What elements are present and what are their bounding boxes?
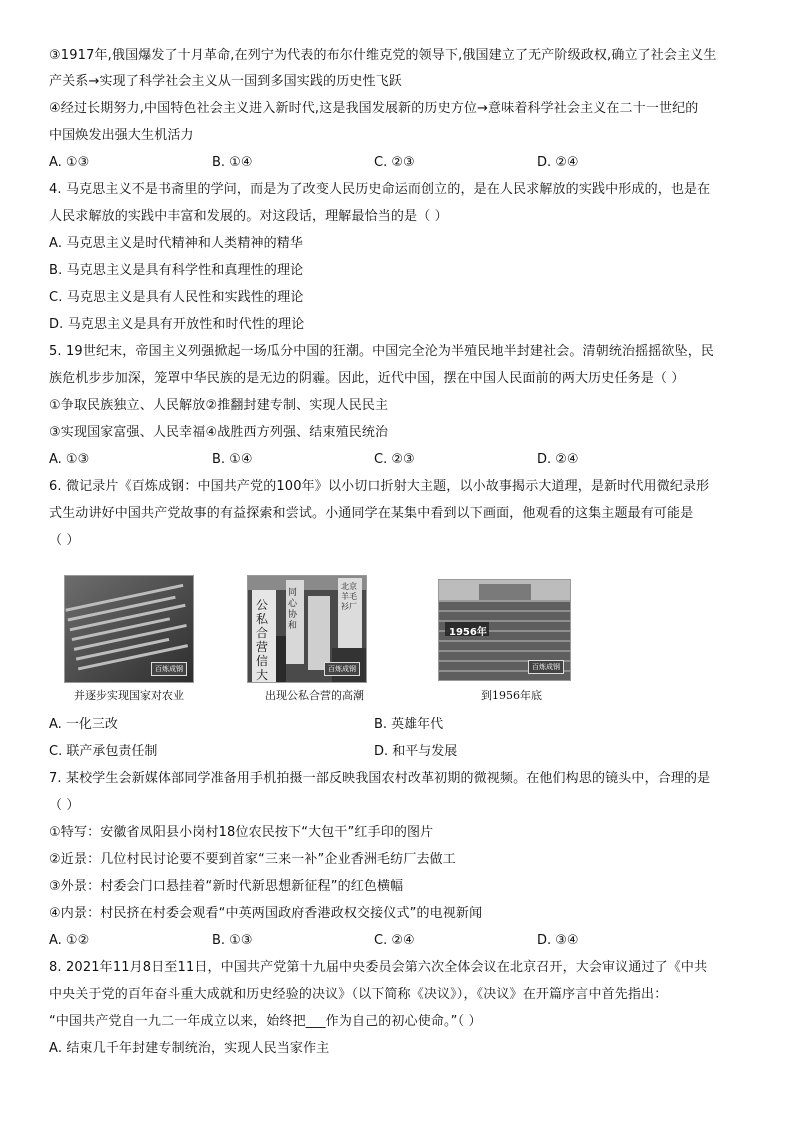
q3-statement-3-line1: ③1917年,俄国爆发了十月革命,在列宁为代表的布尔什维克党的领导下,俄国建立了无产阶级政权,确立了社会主义生 <box>49 48 717 63</box>
series-logo: 百炼成钢 <box>324 662 360 676</box>
q3-option-a[interactable]: A. ①③ <box>49 155 90 170</box>
q6-option-c[interactable]: C. 联产承包责任制 <box>49 744 158 759</box>
q3-option-c[interactable]: C. ②③ <box>374 155 415 170</box>
q4-option-a[interactable]: A. 马克思主义是时代精神和人类精神的精华 <box>49 236 304 251</box>
q5-option-c[interactable]: C. ②③ <box>374 452 415 467</box>
q8-stem-line1: 8. 2021年11月8日至11日，中国共产党第十九届中央委员会第六次全体会议在北京召开，大会审议通过了《中共 <box>49 960 708 975</box>
documentary-still-agriculture <box>64 575 194 683</box>
q7-statement-3: ③外景：村委会门口悬挂着“新时代新思想新征程”的红色横幅 <box>49 879 404 894</box>
image-caption-1: 并逐步实现国家对农业 <box>74 689 184 702</box>
series-logo: 百炼成钢 <box>528 660 564 674</box>
q6-stem-line1: 6. 微记录片《百炼成钢：中国共产党的100年》以小切口折射大主题，以小故事揭示大道理，是新时代用微纪录形 <box>49 479 710 494</box>
documentary-still-joint-venture <box>247 575 367 683</box>
q7-stem-line2: （ ） <box>49 798 80 813</box>
placard-text-left: 公私合营信大 <box>256 598 269 682</box>
q7-option-c[interactable]: C. ②④ <box>374 933 415 948</box>
q7-option-b[interactable]: B. ①③ <box>212 933 253 948</box>
q3-statement-3-line2: 产关系→实现了科学社会主义从一国到多国实践的历史性飞跃 <box>49 74 402 89</box>
q4-stem-line2: 人民求解放的实践中丰富和发展的。对这段话，理解最恰当的是（ ） <box>49 209 448 224</box>
q5-statements-1: ①争取民族独立、人民解放②推翻封建专制、实现人民民主 <box>49 398 389 413</box>
q8-stem-line2: 中央关于党的百年奋斗重大成就和历史经验的决议》（以下简称《决议》），《决议》在开篇序言中首先指出： <box>49 987 668 1002</box>
q6-stem-line3: （ ） <box>49 533 80 548</box>
q7-statement-2: ②近景：几位村民讨论要不要到首家“三来一补”企业香洲毛纺厂去做工 <box>49 852 456 867</box>
q4-option-b[interactable]: B. 马克思主义是具有科学性和真理性的理论 <box>49 263 304 278</box>
q6-option-a[interactable]: A. 一化三改 <box>49 717 118 732</box>
q7-option-d[interactable]: D. ③④ <box>537 933 579 948</box>
q6-stem-line2: 式生动讲好中国共产党故事的有益探索和尝试。小通同学在某集中看到以下画面，他观看的这集主题最有可能是 <box>49 506 694 521</box>
q8-stem-line3: “中国共产党自一九二一年成立以来，始终把___作为自己的初心使命。”（ ） <box>49 1014 482 1029</box>
q6-option-b[interactable]: B. 英雄年代 <box>374 717 444 732</box>
q5-option-b[interactable]: B. ①④ <box>212 452 253 467</box>
image-caption-3: 到1956年底 <box>481 689 542 702</box>
q8-option-a[interactable]: A. 结束几千年封建专制统治，实现人民当家作主 <box>49 1041 330 1056</box>
q6-option-d[interactable]: D. 和平与发展 <box>374 744 458 759</box>
placard-text-right: 北京羊毛衫厂 <box>341 582 357 611</box>
q7-option-a[interactable]: A. ①② <box>49 933 90 948</box>
overlay-year-text: 1956年 <box>449 627 487 638</box>
q5-stem-line2: 族危机步步加深，笼罩中华民族的是无边的阴霾。因此，近代中国，摆在中国人民面前的两大历史任务是（ ） <box>49 371 685 386</box>
documentary-still-1956-parade <box>438 579 571 681</box>
q7-statement-1: ①特写：安徽省凤阳县小岗村18位农民按下“大包干”红手印的图片 <box>49 825 434 840</box>
q4-stem-line1: 4. 马克思主义不是书斋里的学问，而是为了改变人民历史命运而创立的，是在人民求解放的实践中形成的，也是在 <box>49 182 711 197</box>
q5-statements-2: ③实现国家富强、人民幸福④战胜西方列强、结束殖民统治 <box>49 425 389 440</box>
q5-option-d[interactable]: D. ②④ <box>537 452 579 467</box>
q3-option-b[interactable]: B. ①④ <box>212 155 253 170</box>
q5-option-a[interactable]: A. ①③ <box>49 452 90 467</box>
q3-statement-4-line2: 中国焕发出强大生机活力 <box>49 128 194 143</box>
q7-stem-line1: 7. 某校学生会新媒体部同学准备用手机拍摄一部反映我国农村改革初期的微视频。在他们构思的镜头中，合理的是 <box>49 771 711 786</box>
placard-text-middle: 同心协和 <box>288 588 298 631</box>
q4-option-c[interactable]: C. 马克思主义是具有人民性和实践性的理论 <box>49 290 304 305</box>
q7-statement-4: ④内景：村民挤在村委会观看“中英两国政府香港政权交接仪式”的电视新闻 <box>49 906 483 921</box>
q3-statement-4-line1: ④经过长期努力,中国特色社会主义进入新时代,这是我国发展新的历史方位→意味着科学社会主义在二十一世纪的 <box>49 101 699 116</box>
q4-option-d[interactable]: D. 马克思主义是具有开放性和时代性的理论 <box>49 317 305 332</box>
image-caption-2: 出现公私合营的高潮 <box>265 689 364 702</box>
series-logo: 百炼成钢 <box>151 662 187 676</box>
q5-stem-line1: 5. 19世纪末，帝国主义列强掀起一场瓜分中国的狂潮。中国完全沦为半殖民地半封建社会。清朝统治摇摇欲坠，民 <box>49 344 715 359</box>
q3-option-d[interactable]: D. ②④ <box>537 155 579 170</box>
